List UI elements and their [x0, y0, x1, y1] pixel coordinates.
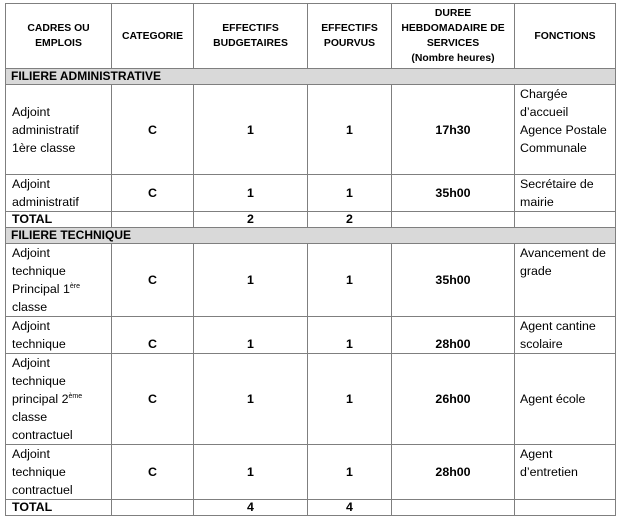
budgetaires-cell: 1	[194, 244, 308, 317]
fonction-cell: Secrétaire de mairie	[515, 175, 616, 212]
duree-cell: 28h00	[392, 317, 515, 354]
emploi-cell: Adjoint technique contractuel	[6, 445, 112, 500]
emploi-cell	[6, 244, 112, 317]
duree-cell: 26h00	[392, 354, 515, 445]
total-fonction-empty	[515, 212, 616, 228]
table-row	[6, 175, 616, 212]
duree-cell: 17h30	[392, 85, 515, 175]
pourvus-cell: 1	[308, 317, 392, 354]
categorie-cell: C	[112, 354, 194, 445]
pourvus-cell: 1	[308, 244, 392, 317]
header-row	[6, 4, 616, 69]
table-row	[6, 317, 616, 354]
emploi-cell: Adjoint administratif	[6, 175, 112, 212]
total-label: TOTAL	[6, 500, 112, 516]
effectifs-table	[5, 3, 616, 516]
total-categorie-empty	[112, 500, 194, 516]
table-row	[6, 354, 616, 445]
emploi-sup: ème	[68, 392, 83, 400]
header-pourvus: EFFECTIFS POURVUS	[308, 4, 392, 69]
header-categorie: CATEGORIE	[112, 4, 194, 69]
total-duree-empty	[392, 500, 515, 516]
total-pourvus: 4	[308, 500, 392, 516]
table-row	[6, 244, 616, 317]
categorie-cell: C	[112, 317, 194, 354]
emploi-text-end: classe	[12, 300, 48, 314]
emploi-cell: Adjoint technique	[6, 317, 112, 354]
emploi-text: Adjoint technique principal 2	[12, 356, 69, 406]
pourvus-cell: 1	[308, 85, 392, 175]
total-fonction-empty	[515, 500, 616, 516]
duree-cell: 35h00	[392, 175, 515, 212]
section-row-admin	[6, 69, 616, 85]
budgetaires-cell: 1	[194, 85, 308, 175]
categorie-cell: C	[112, 175, 194, 212]
total-row-admin	[6, 212, 616, 228]
total-duree-empty	[392, 212, 515, 228]
total-budgetaires: 2	[194, 212, 308, 228]
table-row	[6, 445, 616, 500]
budgetaires-cell: 1	[194, 445, 308, 500]
header-duree	[392, 4, 515, 69]
budgetaires-cell: 1	[194, 317, 308, 354]
total-budgetaires: 4	[194, 500, 308, 516]
emploi-cell	[6, 354, 112, 445]
header-fonctions: FONCTIONS	[515, 4, 616, 69]
emploi-sup: ère	[69, 282, 80, 290]
fonction-cell: Chargée d’accueil Agence Postale Communale	[515, 85, 616, 175]
pourvus-cell: 1	[308, 354, 392, 445]
section-title-tech: FILIERE TECHNIQUE	[6, 228, 616, 244]
emploi-text: Adjoint technique Principal 1	[12, 246, 70, 296]
fonction-cell: Agent d’entretien	[515, 445, 616, 500]
header-cadres: CADRES OU EMPLOIS	[6, 4, 112, 69]
categorie-cell: C	[112, 244, 194, 317]
emploi-text-end: classe contractuel	[12, 410, 73, 442]
total-pourvus: 2	[308, 212, 392, 228]
header-duree-label: DUREE HEBDOMADAIRE DE SERVICES	[401, 8, 505, 49]
total-categorie-empty	[112, 212, 194, 228]
section-title-admin: FILIERE ADMINISTRATIVE	[6, 69, 616, 85]
total-label: TOTAL	[6, 212, 112, 228]
pourvus-cell: 1	[308, 445, 392, 500]
categorie-cell: C	[112, 445, 194, 500]
categorie-cell: C	[112, 85, 194, 175]
header-duree-sub: (Nombre heures)	[411, 53, 495, 64]
duree-cell: 28h00	[392, 445, 515, 500]
header-budgetaires: EFFECTIFS BUDGETAIRES	[194, 4, 308, 69]
pourvus-cell: 1	[308, 175, 392, 212]
emploi-cell: Adjoint administratif 1ère classe	[6, 85, 112, 175]
section-row-tech	[6, 228, 616, 244]
budgetaires-cell: 1	[194, 354, 308, 445]
total-row-tech	[6, 500, 616, 516]
table-row	[6, 85, 616, 175]
budgetaires-cell: 1	[194, 175, 308, 212]
duree-cell: 35h00	[392, 244, 515, 317]
fonction-cell: Avancement de grade	[515, 244, 616, 317]
fonction-cell: Agent école	[515, 354, 616, 445]
fonction-cell: Agent cantine scolaire	[515, 317, 616, 354]
